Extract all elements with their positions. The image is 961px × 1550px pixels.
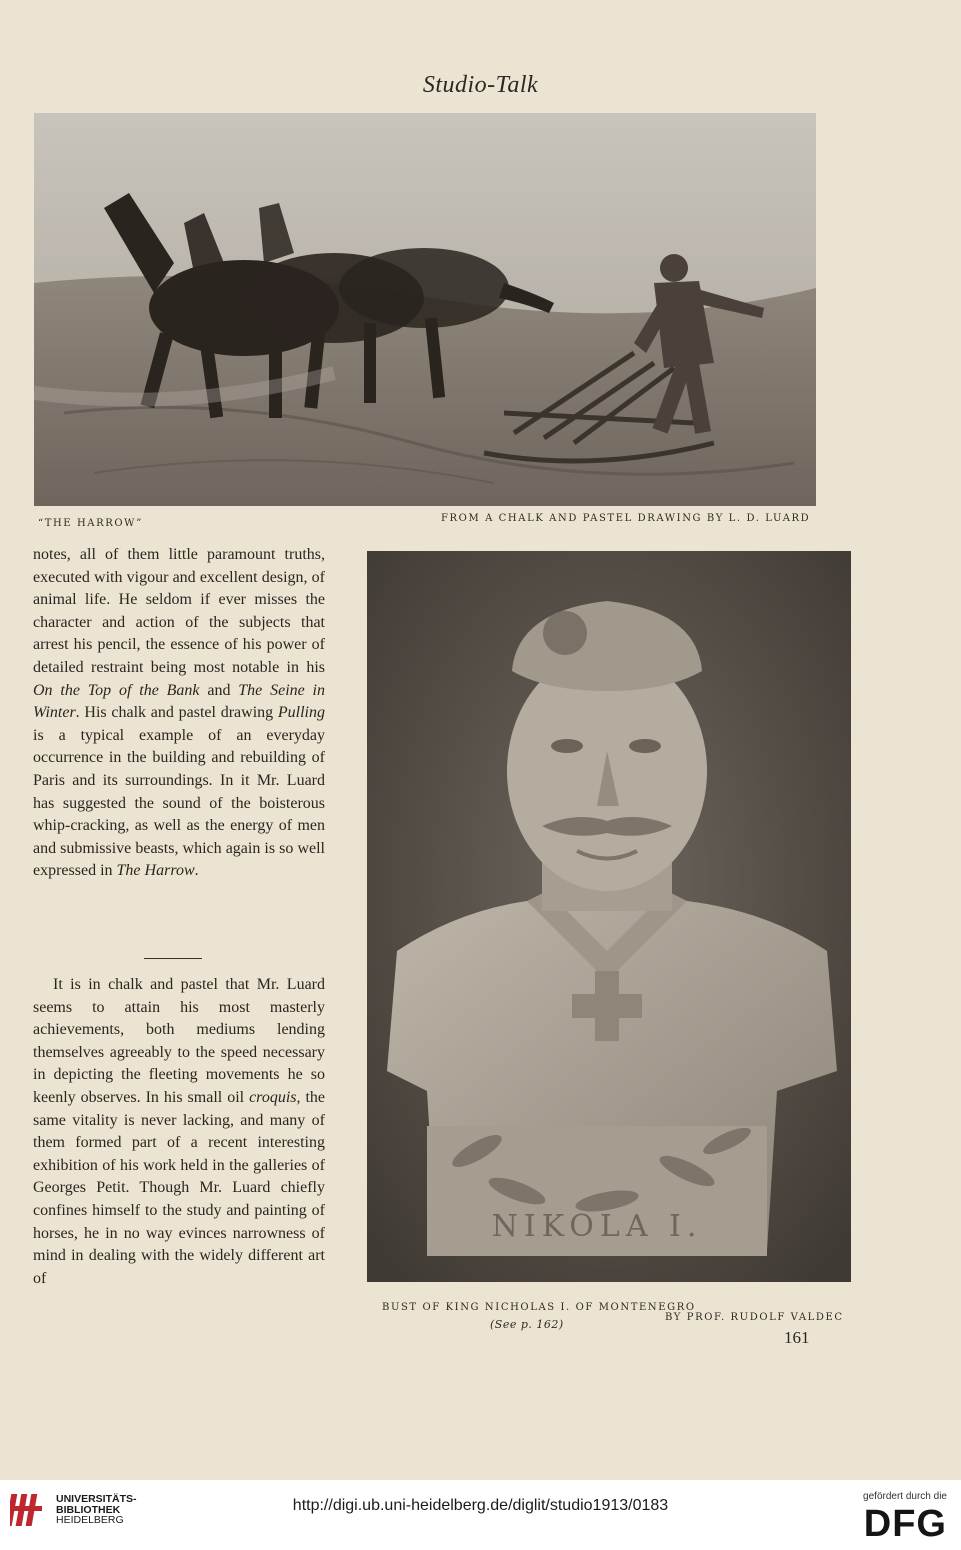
harrow-drawing [34,113,816,506]
section-rule [144,958,202,959]
cap-emblem [543,611,587,655]
running-head: Studio-Talk [422,72,539,98]
harrow-illustration [34,113,816,506]
permalink-url[interactable]: http://digi.ub.uni-heidelberg.de/diglit/studio1913/0183 [292,1497,669,1514]
body-paragraph-2: It is in chalk and pastel that Mr. Luard seems to attain his most masterly achievements, both mediums lending themselves agreeably to the speed necessary in depicting the fleeting movements he so keenly observes. In his small oil croquis, the same vitality is never lacking, and many of them formed part of a recent interesting exhibition of his work held in the galleries of Georges Petit. Though Mr. Luard chiefly confines himself to the study and painting of horses, he in no way evinces narrowness of mind in dealing with the widely different art of [33,976,326,1287]
bust-caption-title: BUST OF KING NICHOLAS I. OF MONTENEGRO [382,1302,696,1313]
digitisation-footer [0,1480,961,1550]
library-name-line-3: HEIDELBERG [56,1514,124,1526]
dfg-logo[interactable]: DFG [863,1503,947,1545]
bust-caption-page-ref: (See p. 162) [490,1318,564,1331]
bust-drawing [367,551,851,1282]
plinth-inscription: NIKOLA I. [491,1209,703,1244]
funded-by-label: gefördert durch die [863,1491,947,1502]
library-name-line-1: UNIVERSITÄTS- [56,1493,137,1505]
body-paragraph-1: notes, all of them little paramount truths, executed with vigour and excellent design, of animal life. He seldom if ever misses the character and action of the subjects that arrest his pencil, the essence of his power of detailed restraint being most notable in his On the Top of the Bank and The Seine in Winter. His chalk and pastel drawing Pulling is a typical example of an everyday occurrence in the building and rebuilding of Paris and its surroundings. In it Mr. Luard has suggested the sound of the boisterous whip-cracking, as well as the energy of men and submissive beasts, which again is so well expressed in The Harrow. [33,546,326,880]
page-number: 161 [784,1328,810,1347]
library-name-line-2: BIBLIOTHEK [56,1503,121,1516]
bust-caption-credit: BY PROF. RUDOLF VALDEC [665,1312,844,1323]
harrow-caption-title: “THE HARROW” [38,518,143,529]
harrow-caption-credit: FROM A CHALK AND PASTEL DRAWING BY L. D. LUARD [441,513,811,524]
bust-photograph [367,551,851,1282]
